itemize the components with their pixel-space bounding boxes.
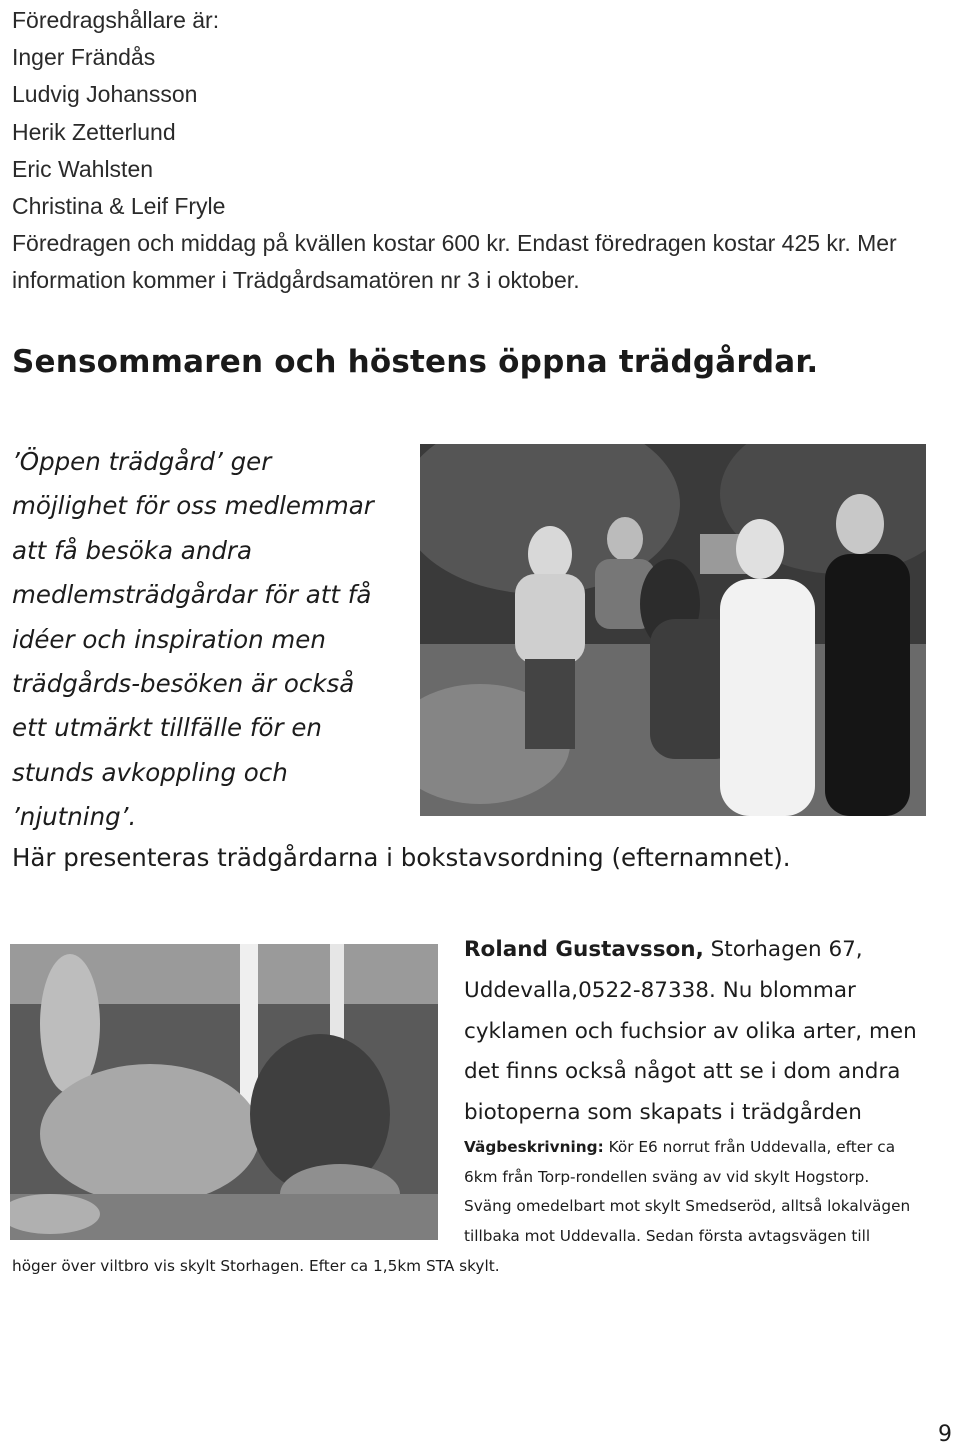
- speaker-name: Christina & Leif Fryle: [12, 193, 226, 220]
- quote-line: stunds avkoppling och: [12, 757, 288, 787]
- quote-line: att få besöka andra: [12, 535, 252, 565]
- pricing-line: information kommer i Trädgårdsamatören nr 3 i oktober.: [12, 267, 580, 294]
- directions-text: Kör E6 norrut från Uddevalla, efter ca: [603, 1138, 896, 1156]
- quote-line: ett utmärkt tillfälle för en: [12, 713, 322, 743]
- speaker-name: Eric Wahlsten: [12, 155, 154, 182]
- quote-line: medlemsträdgårdar för att få: [12, 580, 372, 610]
- speakers-heading: Föredragshållare är:: [12, 7, 220, 33]
- garden-entry: [464, 930, 960, 1134]
- garden-address: Storhagen 67,: [703, 937, 863, 962]
- speaker-name: Inger Frändås: [12, 44, 156, 71]
- quote-line: ’Öppen trädgård’ ger: [12, 447, 272, 476]
- quote-line: ’njutning’.: [12, 802, 137, 832]
- directions-line: Sväng omedelbart mot skylt Smedseröd, alltså lokalvägen: [464, 1197, 911, 1216]
- page-number: 9: [938, 1422, 952, 1447]
- speaker-name: Herik Zetterlund: [12, 118, 176, 145]
- quote-line: idéer och inspiration men: [12, 624, 326, 654]
- quote-line: trädgårds-besöken är också: [12, 669, 355, 699]
- open-garden-quote: [12, 440, 412, 840]
- directions-label: Vägbeskrivning:: [464, 1138, 604, 1156]
- directions-line: höger över viltbro vis skylt Storhagen. Efter ca 1,5km STA skylt.: [12, 1257, 500, 1275]
- intro-text: Här presenteras trädgårdarna i bokstavsordning (efternamnet).: [12, 843, 791, 872]
- garden-description: Nu blommar: [715, 977, 856, 1003]
- garden-address-city: Uddevalla,0522-87338.: [464, 977, 716, 1003]
- garden-plants-photo: [10, 944, 438, 1240]
- garden-description-line: biotoperna som skapats i trädgården: [464, 1100, 862, 1126]
- garden-description-line: cyklamen och fuchsior av olika arter, men: [464, 1018, 917, 1044]
- directions-line: tillbaka mot Uddevalla. Sedan första avtagsvägen till: [464, 1226, 871, 1245]
- directions-line: 6km från Torp-rondellen sväng av vid skylt Hogstorp.: [464, 1167, 870, 1186]
- speakers-block: [12, 2, 952, 300]
- garden-visitors-photo: [420, 444, 926, 816]
- pricing-line: Föredragen och middag på kvällen kostar 600 kr. Endast föredragen kostar 425 kr. Mer: [12, 230, 897, 257]
- quote-line: möjlighet för oss medlemmar: [12, 491, 374, 521]
- section-heading: Sensommaren och höstens öppna trädgårdar.: [12, 344, 819, 380]
- directions-block: [464, 1133, 960, 1251]
- garden-owner: Roland Gustavsson,: [464, 937, 704, 962]
- garden-description-line: det finns också något att se i dom andra: [464, 1059, 901, 1085]
- speaker-name: Ludvig Johansson: [12, 81, 198, 108]
